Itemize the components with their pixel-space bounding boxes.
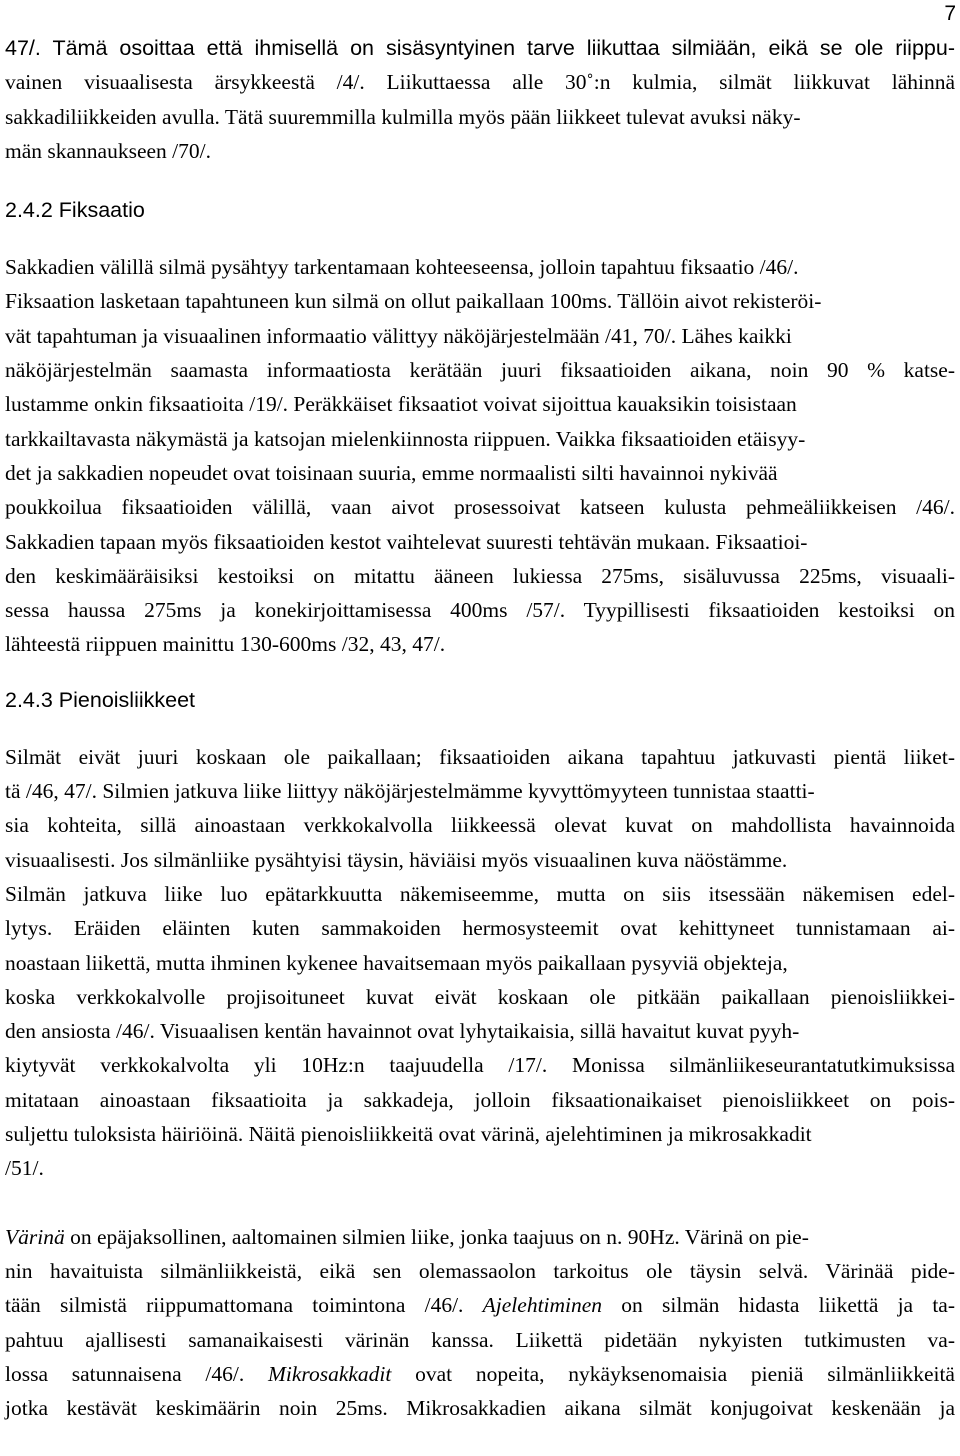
text-line: 47/. Tämä osoittaa että ihmisellä on sisäsyntyinen tarve liikuttaa silmiään, eikä se ole riippu- <box>5 36 955 60</box>
text-line: suljettu tuloksista häiriöinä. Näitä pienoisliikkeitä ovat värinä, ajelehtiminen ja mikrosakkadit <box>5 1122 812 1147</box>
text-line: noastaan liikettä, mutta ihminen kykenee havaitsemaan myös paikallaan pysyviä objekteja, <box>5 950 788 975</box>
text-line: Fiksaation lasketaan tapahtuneen kun silmä on ollut paikallaan 100ms. Tällöin aivot rekisteröi- <box>5 289 822 314</box>
page-number: 7 <box>944 2 956 25</box>
text-line: /51/. <box>5 1156 44 1181</box>
term-varina: Värinä <box>5 1224 65 1249</box>
text-line: Sakkadien välillä silmä pysähtyy tarkentamaan kohteeseensa, jolloin tapahtuu fiksaatio /46/. <box>5 255 799 280</box>
text-line: nin havaituista silmänliikkeistä, eikä sen olemassaolon tarkoitus ole täysin selvä. Värinää pide- <box>5 1258 955 1283</box>
text-line: lähteestä riippuen mainittu 130-600ms /32, 43, 47/. <box>5 632 446 657</box>
text-line: Sakkadien tapaan myös fiksaatioiden kestot vaihtelevat suuresti tehtävän mukaan. Fiksaatioi- <box>5 529 808 554</box>
section-heading-fiksaatio: 2.4.2 Fiksaatio <box>5 198 145 223</box>
text-line: lossa satunnaisena /46/. Mikrosakkadit ovat nopeita, nykäyksenomaisia pieniä silmänliikkeitä <box>5 1361 955 1386</box>
text-line: lytys. Eräiden eläinten kuten sammakoiden hermosysteemit ovat kehittyneet tunnistamaan ai- <box>5 916 955 941</box>
text-line: tarkkailtavasta näkymästä ja katsojan mielenkiinnosta riippuen. Vaikka fiksaatioiden etäisyy- <box>5 426 806 451</box>
text-line: sakkadiliikkeiden avulla. Tätä suuremmilla kulmilla myös pään liikkeet tulevat avuksi näky- <box>5 104 801 129</box>
spacer <box>5 223 955 250</box>
text-line: sessa haussa 275ms ja konekirjoittamisessa 400ms /57/. Tyypillisesti fiksaatioiden kestoiksi on <box>5 598 955 623</box>
text-line: vät tapahtuman ja visuaalinen informaatio välittyy näköjärjestelmään /41, 70/. Lähes kaikki <box>5 323 792 348</box>
paragraph-fiksaatio <box>5 250 955 662</box>
text-line: näköjärjestelmän saamasta informaatiosta kerätään juuri fiksaatioiden aikana, noin 90 % katse- <box>5 358 955 383</box>
spacer <box>5 1186 955 1220</box>
text-line: vainen visuaalisesta ärsykkeestä /4/. Liikuttaessa alle 30˚:n kulmia, silmät liikkuvat lähinnä <box>5 70 955 95</box>
text-line: tä /46, 47/. Silmien jatkuva liike liittyy näköjärjestelmämme kyvyttömyyteen tunnistaa staatti- <box>5 779 815 804</box>
text-line: den keskimääräisiksi kestoiksi on mitattu ääneen lukiessa 275ms, sisäluvussa 225ms, visuaali- <box>5 563 955 588</box>
paragraph-intro <box>5 31 955 168</box>
spacer <box>5 168 955 197</box>
text-line: den ansiosta /46/. Visuaalisen kentän havainnot ovat lyhytaikaisia, sillä havaitut kuvat pyyh- <box>5 1019 800 1044</box>
term-mikrosakkadit: Mikrosakkadit <box>267 1361 392 1386</box>
text-line: visuaalisesti. Jos silmänliike pysähtyisi täysin, häviäisi myös visuaalinen kuva näöstämme. <box>5 847 788 872</box>
text-line: pahtuu ajallisesti samanaikaisesti värinän kanssa. Liikettä pidetään nykyisten tutkimusten va- <box>5 1327 955 1352</box>
text-line: Silmän jatkuva liike luo epätarkkuutta näkemiseemme, mutta on siis itsessään näkemisen edel- <box>5 881 955 906</box>
text-line: sia kohteita, sillä ainoastaan verkkokalvolla liikkeessä olevat kuvat on mahdollista havainnoida <box>5 813 955 838</box>
text-line: jotka kestävät keskimäärin noin 25ms. Mikrosakkadien aikana silmät konjugoivat keskenään ja <box>5 1396 955 1421</box>
spacer <box>5 662 955 687</box>
text-line: män skannaukseen /70/. <box>5 138 211 163</box>
text-line: koska verkkokalvolle projisoituneet kuvat eivät koskaan ole pitkään paikallaan pienoisliikkei- <box>5 984 955 1009</box>
text-line: mitataan ainoastaan fiksaatioita ja sakkadeja, jolloin fiksaationaikaiset pienoisliikkeet on pois- <box>5 1087 955 1112</box>
paragraph-pienoisliikkeet <box>5 740 955 1186</box>
text-line: lustamme onkin fiksaatioita /19/. Peräkkäiset fiksaatiot voivat sijoittua kauaksikin toisistaan <box>5 392 797 417</box>
text-line: tään silmistä riippumattomana toimintona /46/. Ajelehtiminen on silmän hidasta liikettä ja ta- <box>5 1293 955 1318</box>
document-page <box>5 31 955 1425</box>
text-line: poukkoilua fiksaatioiden välillä, vaan aivot prosessoivat katseen kulusta pehmeäliikkeisen /46/. <box>5 495 955 520</box>
paragraph-definitions <box>5 1220 955 1426</box>
text-line: kiytyvät verkkokalvolta yli 10Hz:n taajuudella /17/. Monissa silmänliikeseurantatutkimuksissa <box>5 1053 955 1078</box>
term-ajelehtiminen: Ajelehtiminen <box>482 1293 603 1318</box>
spacer <box>5 713 955 740</box>
section-heading-pienoisliikkeet: 2.4.3 Pienoisliikkeet <box>5 687 196 712</box>
text-line: det ja sakkadien nopeudet ovat toisinaan suuria, emme normaalisti silti havainnoi nykivää <box>5 460 778 485</box>
text-line: Silmät eivät juuri koskaan ole paikallaan; fiksaatioiden aikana tapahtuu jatkuvasti pientä liiket- <box>5 744 955 769</box>
text-line: Värinä on epäjaksollinen, aaltomainen silmien liike, jonka taajuus on n. 90Hz. Värinä on pie- <box>5 1224 809 1249</box>
